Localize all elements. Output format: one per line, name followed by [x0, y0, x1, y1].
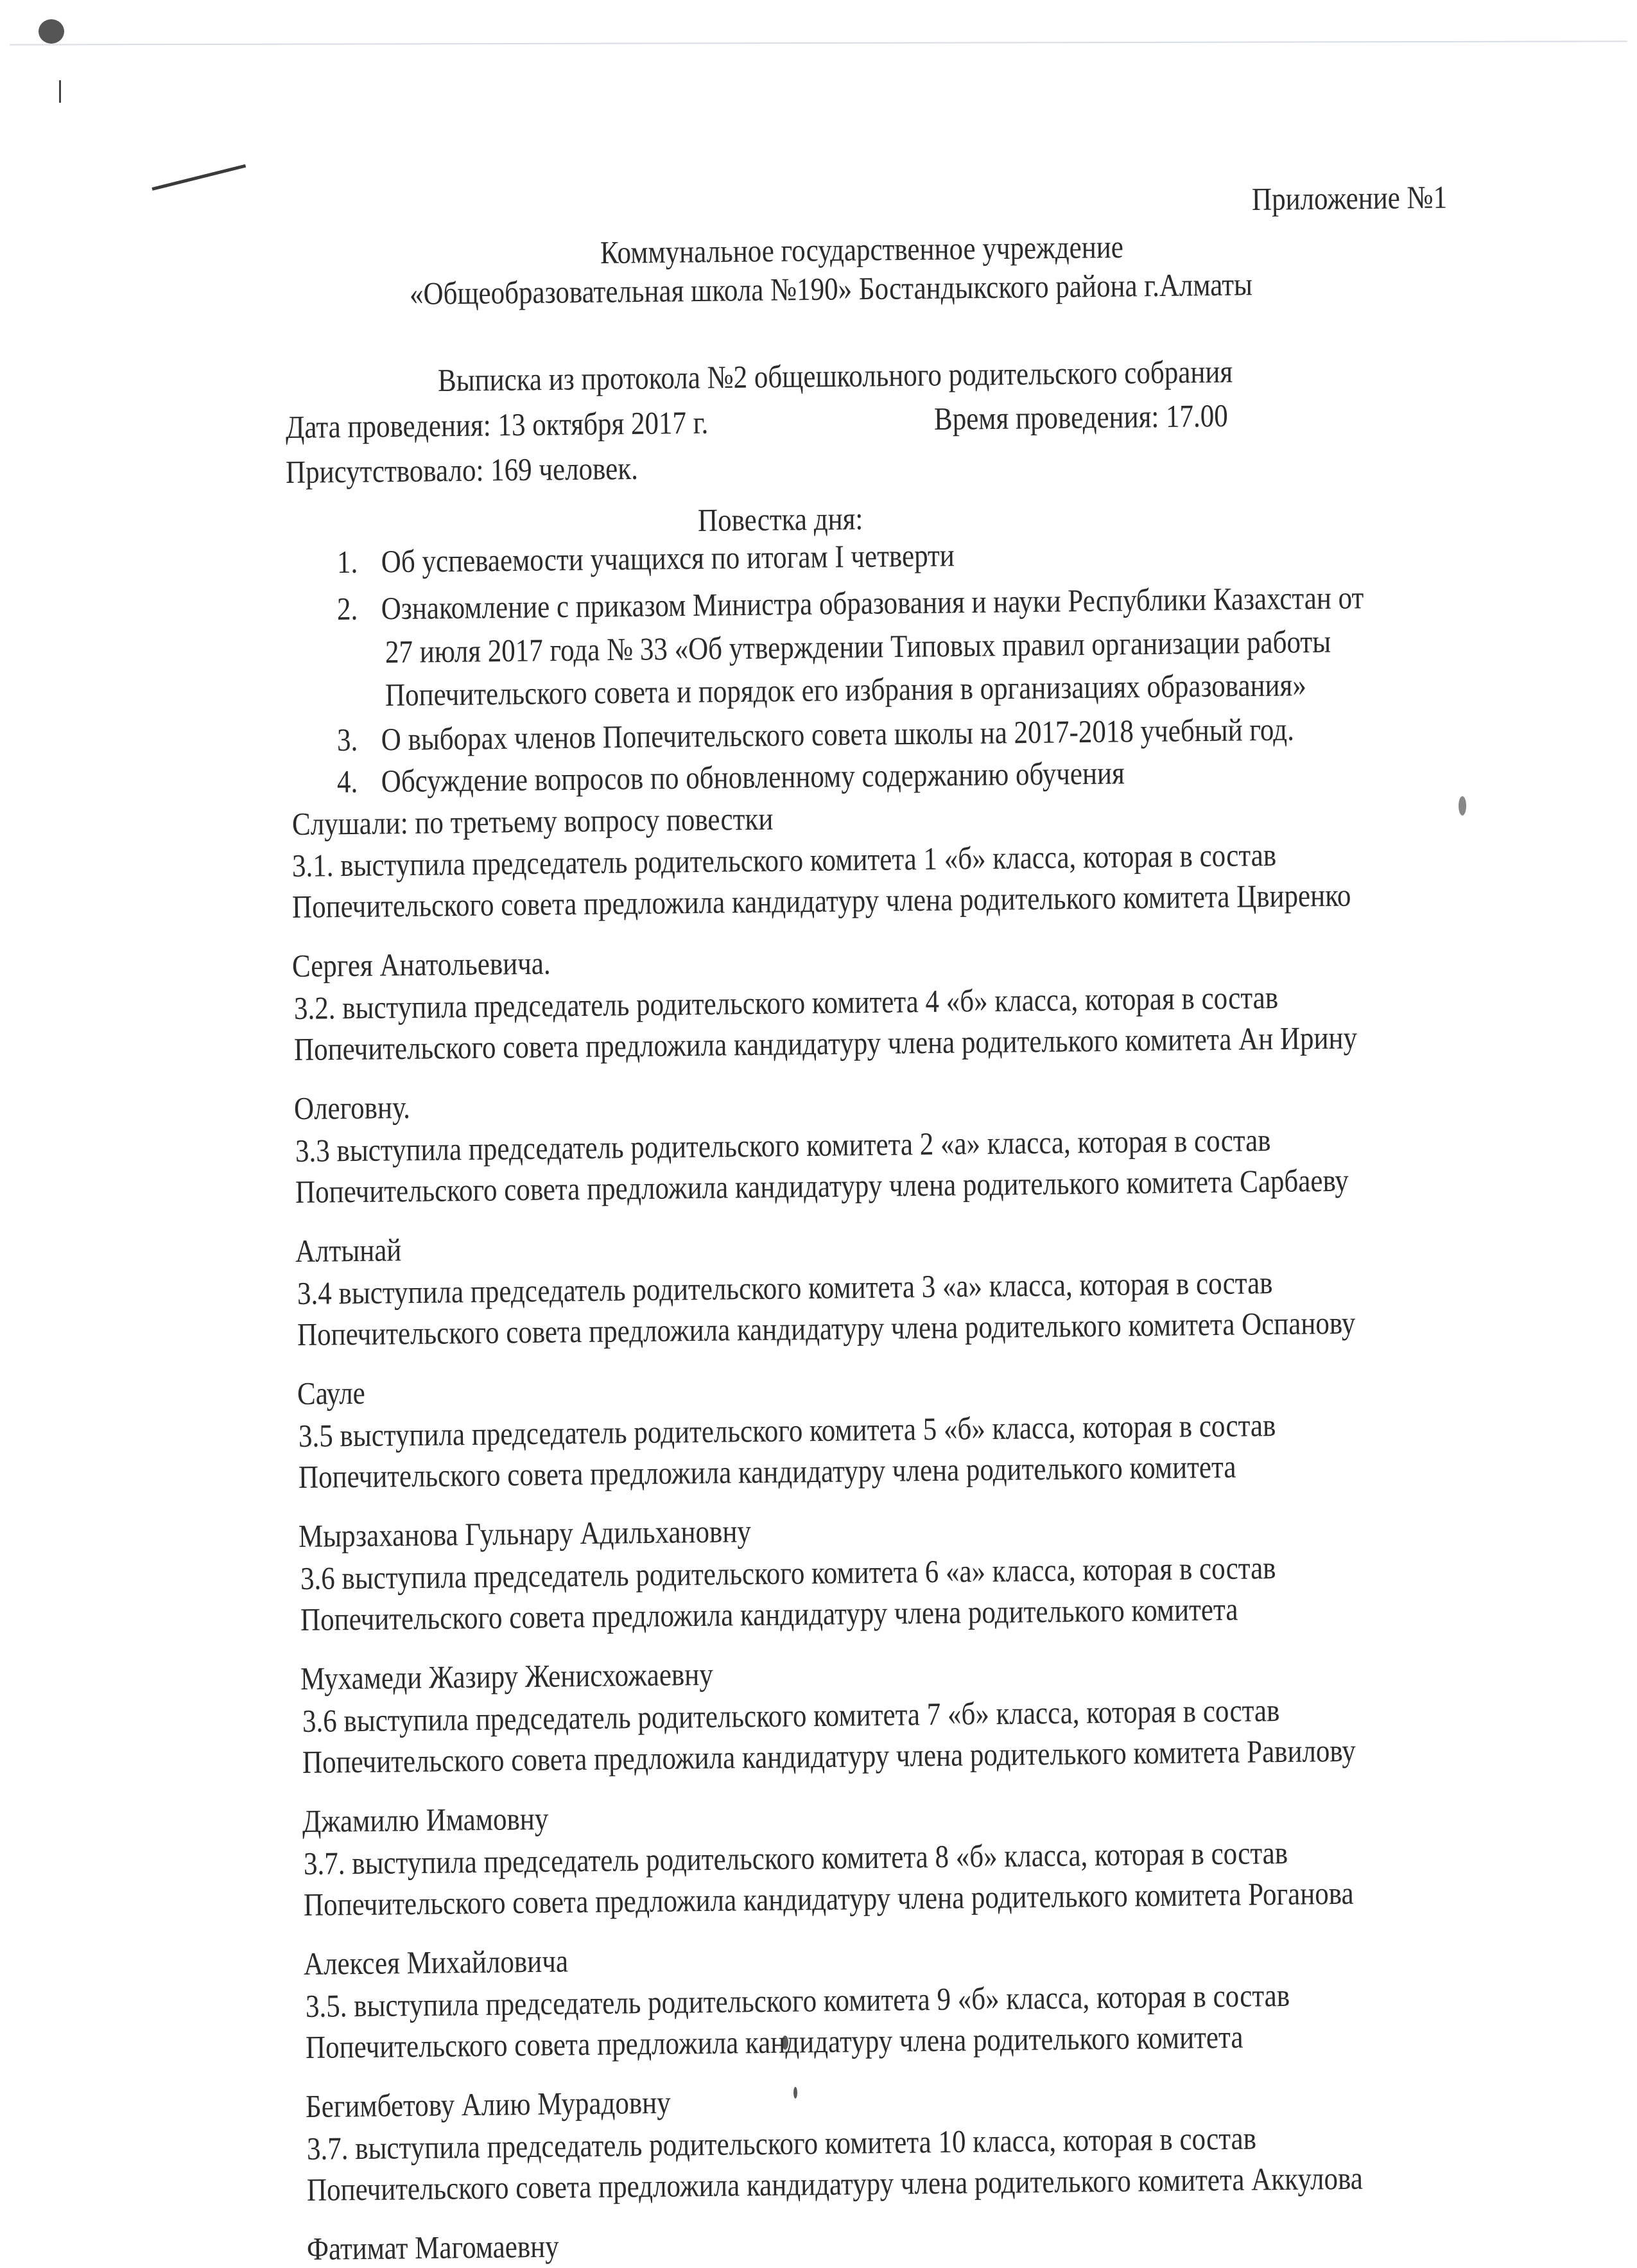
heard-label: Слушали: по третьему вопросу повестки — [291, 800, 774, 842]
nominee-name-line: Фатимат Магомаевну — [306, 2228, 559, 2267]
nominee-name-line: Сергея Анатольевича. — [291, 945, 551, 984]
agenda-item — [337, 536, 955, 581]
speech-line: Попечительского совета предложила кандидатуру члена родителького комитета Сарбаеву — [295, 1162, 1349, 1210]
appendix-label: Приложение №1 — [1251, 179, 1448, 217]
speech-line: 3.1. выступила председатель родительского комитета 1 «б» класса, которая в состав — [291, 836, 1277, 884]
agenda-item-continuation: Попечительского совета и порядок его избрания в организациях образования» — [385, 666, 1307, 713]
speech-line: Попечительского совета предложила кандидатуру члена родителького комитета — [305, 2018, 1243, 2065]
nominee-name-line: Алексея Михайловича — [303, 1942, 569, 1982]
agenda-item-text: Обсуждение вопросов по обновленному содержанию обучения — [381, 755, 1125, 799]
speech-line: Попечительского совета предложила кандидатуру члена родителького комитета Ан Ирину — [293, 1019, 1358, 1067]
nominee-name-line: Джамилю Имамовну — [302, 1800, 549, 1839]
scan-edge-line — [10, 40, 1627, 45]
meeting-date: Дата проведения: 13 октября 2017 г. — [285, 404, 709, 445]
speech-line: Попечительского совета предложила кандидатуру члена родителького комитета Цвиренко — [291, 877, 1351, 925]
speech-line: 3.2. выступила председатель родительского комитета 4 «б» класса, которая в состав — [293, 979, 1279, 1026]
ink-dot — [793, 2087, 797, 2098]
nominee-name-line: Олеговну. — [293, 1088, 411, 1126]
speech-line: 3.4 выступила председатель родительского комитета 3 «а» класса, которая в состав — [297, 1264, 1273, 1311]
ink-smudge — [39, 19, 64, 44]
speech-line: 3.7. выступила председатель родительского комитета 8 «б» класса, которая в состав — [303, 1834, 1288, 1881]
speech-line: 3.6 выступила председатель родительского комитета 6 «а» класса, которая в состав — [300, 1549, 1276, 1596]
nominee-name-line: Алтынай — [295, 1232, 402, 1269]
agenda-item-number: 4. — [336, 763, 358, 799]
agenda-item-text: Об успеваемости учащихся по итогам I четверти — [381, 537, 955, 580]
attendance: Присутствовало: 169 человек. — [285, 449, 639, 490]
institution-line-2: «Общеобразовательная школа №190» Бостандыкского района г.Алматы — [409, 266, 1253, 311]
agenda-item — [337, 578, 1364, 628]
speech-line: Попечительского совета предложила кандидатуру члена родителького комитета Роганова — [303, 1874, 1354, 1923]
nominee-name-line: Бегимбетову Алию Мурадовну — [305, 2084, 671, 2124]
speech-line: 3.5. выступила председатель родительского комитета 9 «б» класса, которая в состав — [305, 1976, 1290, 2024]
agenda-item — [337, 753, 1125, 801]
margin-mark — [59, 80, 61, 103]
speech-line: Попечительского совета предложила кандидатуру члена родителького комитета — [300, 1591, 1238, 1637]
agenda-heading: Повестка дня: — [697, 500, 863, 538]
speech-line: Попечительского совета предложила кандидатуру члена родителького комитета Аккулова — [306, 2159, 1363, 2208]
nominee-name-line: Мухамеди Жазиру Женисхожаевну — [300, 1655, 713, 1697]
nominee-name-line: Сауле — [297, 1374, 365, 1411]
agenda-item-number: 3. — [336, 721, 358, 758]
speech-line: 3.7. выступила председатель родительского комитета 10 класса, которая в состав — [306, 2120, 1257, 2167]
speech-line: 3.6 выступила председатель родительского комитета 7 «б» класса, которая в состав — [302, 1692, 1280, 1739]
agenda-item-continuation: 27 июля 2017 года № 33 «Об утверждении Типовых правил организации работы — [385, 623, 1331, 670]
speech-line: Попечительского совета предложила кандидатуру члена родителького комитета Равилову — [302, 1732, 1356, 1780]
agenda-item-number: 1. — [336, 543, 358, 580]
nominee-name-line: Мырзаханова Гульнару Адильхановну — [298, 1513, 752, 1554]
document-title: Выписка из протокола №2 общешкольного родительского собрания — [437, 353, 1233, 398]
ink-dot — [1459, 796, 1466, 816]
meeting-time: Время проведения: 17.00 — [933, 397, 1229, 437]
speech-line: 3.3 выступила председатель родительского комитета 2 «а» класса, которая в состав — [295, 1122, 1271, 1169]
speech-line: 3.5 выступила председатель родительского комитета 5 «б» класса, которая в состав — [298, 1407, 1276, 1454]
agenda-item-text: Ознакомление с приказом Министра образования и науки Республики Казахстан от — [381, 579, 1364, 627]
agenda-item — [337, 710, 1294, 759]
agenda-item-number: 2. — [336, 590, 358, 627]
pen-stroke — [152, 164, 246, 191]
agenda-item-text: О выборах членов Попечительского совета школы на 2017-2018 учебный год. — [381, 711, 1295, 758]
speech-line: Попечительского совета предложила кандидатуру члена родителького комитета — [298, 1448, 1236, 1495]
speech-line: Попечительского совета предложила кандидатуру члена родителького комитета Оспанову — [297, 1304, 1356, 1352]
institution-line-1: Коммунальное государственное учреждение — [600, 228, 1124, 270]
